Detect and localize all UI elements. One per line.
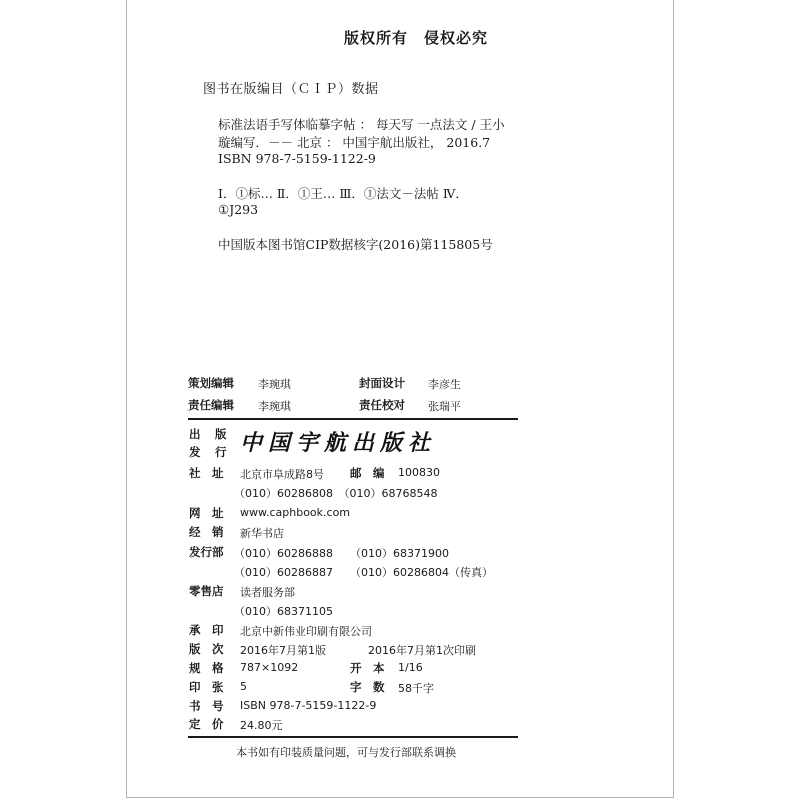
- cip-isbn: ISBN 978-7-5159-1122-9: [218, 151, 376, 166]
- page-heading: 版权所有 侵权必究: [344, 29, 489, 47]
- words: 58千字: [398, 682, 434, 695]
- responsible-editor-label: 责任编辑: [188, 398, 234, 412]
- sheets: 5: [240, 680, 247, 693]
- cover-design-label: 封面设计: [359, 376, 405, 390]
- distribution-phone-3: （010）60286887: [234, 566, 333, 579]
- distribution-phone-2: （010）68371900: [350, 547, 449, 560]
- cip-title: 图书在版编目（ＣＩＰ）数据: [203, 82, 379, 97]
- planning-editor: 李琬琪: [258, 378, 291, 391]
- proofreader-label: 责任校对: [359, 398, 405, 412]
- divider-top: [188, 418, 518, 420]
- cip-line-2: 璇编写．－－ 北京 ： 中国宇航出版社， 2016.7: [218, 135, 491, 150]
- postcode-label: 邮 编: [350, 466, 385, 480]
- cip-classification: Ⅰ．①标… Ⅱ．①王… Ⅲ．①法文－法帖 Ⅳ．: [218, 186, 468, 201]
- format: 1/16: [398, 661, 423, 674]
- label-ban: 版: [215, 427, 227, 441]
- proofreader: 张瑞平: [428, 400, 461, 413]
- distributor-label: 经 销: [189, 525, 224, 539]
- label-chu: 出: [189, 427, 201, 441]
- isbn-label: 书 号: [189, 699, 224, 713]
- distributor: 新华书店: [240, 527, 284, 540]
- cip-record-number: 中国版本图书馆CIP数据核字(2016)第115805号: [218, 237, 493, 252]
- address-label: 社 址: [189, 466, 224, 480]
- footer-note: 本书如有印装质量问题，可与发行部联系调换: [236, 746, 456, 759]
- printer: 北京中新伟业印刷有限公司: [240, 625, 372, 638]
- divider-bottom: [188, 736, 518, 738]
- edition-label: 版 次: [189, 642, 224, 656]
- sheets-label: 印 张: [189, 680, 224, 694]
- distribution-dept-label: 发行部: [189, 545, 224, 559]
- retail: 读者服务部: [240, 586, 295, 599]
- distribution-fax: （010）60286804（传真）: [350, 566, 493, 579]
- isbn: ISBN 978-7-5159-1122-9: [240, 699, 377, 712]
- planning-editor-label: 策划编辑: [188, 376, 234, 390]
- retail-phone: （010）68371105: [234, 605, 333, 618]
- website: www.caphbook.com: [240, 506, 351, 519]
- address: 北京市阜成路8号: [240, 468, 324, 481]
- printer-label: 承 印: [189, 623, 224, 637]
- responsible-editor: 李琬琪: [258, 400, 291, 413]
- cip-line-1: 标准法语手写体临摹字帖 ： 每天写 一点法文 / 王小: [218, 117, 505, 132]
- publisher-logo: 中国宇航出版社: [240, 430, 437, 456]
- cip-classification-cont: ①J293: [218, 202, 259, 217]
- spec-label: 规 格: [189, 661, 224, 675]
- publisher-phones: （010）60286808 （010）68768548: [234, 487, 438, 500]
- edition: 2016年7月第1版: [240, 644, 326, 657]
- words-label: 字 数: [350, 680, 385, 694]
- label-xing: 行: [215, 445, 227, 459]
- website-label: 网 址: [189, 506, 224, 520]
- cover-design: 李彦生: [428, 378, 461, 391]
- label-fa: 发: [189, 445, 201, 459]
- postcode: 100830: [398, 466, 440, 479]
- printing: 2016年7月第1次印刷: [368, 644, 476, 657]
- distribution-phone-1: （010）60286888: [234, 547, 333, 560]
- format-label: 开 本: [350, 661, 385, 675]
- price-label: 定 价: [189, 717, 224, 731]
- price: 24.80元: [240, 719, 283, 732]
- retail-label: 零售店: [189, 584, 224, 598]
- spec: 787×1092: [240, 661, 299, 674]
